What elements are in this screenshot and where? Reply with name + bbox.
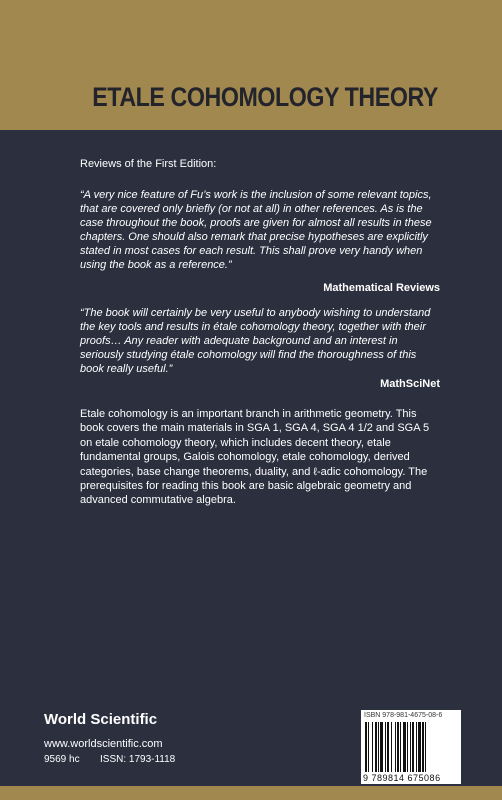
barcode-stripe bbox=[422, 722, 424, 772]
review-source-2: MathSciNet bbox=[380, 378, 440, 390]
barcode-stripe bbox=[380, 722, 383, 772]
barcode bbox=[361, 710, 461, 784]
publisher-logo-text: World Scientific bbox=[44, 711, 158, 728]
reviews-heading: Reviews of the First Edition: bbox=[80, 158, 217, 170]
publisher-website: www.worldscientific.com bbox=[44, 738, 163, 750]
barcode-stripe bbox=[400, 722, 401, 772]
product-code: 9569 hc bbox=[44, 754, 80, 765]
barcode-digits: 9 789814 675086 bbox=[363, 773, 441, 783]
barcode-stripe bbox=[375, 722, 377, 772]
barcode-stripe bbox=[416, 722, 417, 772]
barcode-stripe bbox=[410, 722, 411, 772]
barcode-stripe bbox=[378, 722, 379, 772]
barcode-stripe bbox=[395, 722, 396, 772]
book-description: Etale cohomology is an important branch in arithmetic geometry. This book covers the main materials in SGA 1, SGA 4, SGA 4 1/2 and SGA 5 on etale cohomology theory, which includes decent theory, etale fundamental groups, Galois cohomology, etale cohomology, derived categories, base change theorems, duality, and ℓ-adic cohomology. The prerequisites for reading this book are basic algebraic geometry and advanced commutative algebra. bbox=[80, 408, 430, 507]
review-quote-1: “A very nice feature of Fu’s work is the inclusion of some relevant topics, that are covered only briefly (or not at all) in other references. As is the case throughout the book, proofs are given for almost all results in these chapters. One should also remark that precise hypotheses are explicitly stated in most cases for each result. This shall prove very handy when using the book as a reference.” bbox=[80, 189, 432, 271]
barcode-stripe bbox=[418, 722, 421, 772]
barcode-bars bbox=[365, 722, 457, 772]
bottom-color-band bbox=[0, 786, 502, 800]
book-title: ETALE COHOMOLOGY THEORY bbox=[92, 82, 438, 112]
barcode-stripe bbox=[397, 722, 399, 772]
barcode-stripe bbox=[387, 722, 389, 772]
barcode-stripe bbox=[391, 722, 392, 772]
series-issn: ISSN: 1793-1118 bbox=[100, 754, 176, 765]
barcode-stripe bbox=[365, 722, 367, 772]
barcode-stripe bbox=[368, 722, 369, 772]
barcode-stripe bbox=[425, 722, 426, 772]
isbn-label: ISBN 978-981-4675-08-6 bbox=[364, 712, 443, 719]
review-quote-2: “The book will certainly be very useful to anybody wishing to understand the key tools and results in étale cohomology theory, together with their proofs… Any reader with adequate background and an interest in seriously studying étale cohomology will find the thoroughness of this book really useful.” bbox=[80, 307, 431, 375]
barcode-stripe bbox=[407, 722, 408, 772]
barcode-stripe bbox=[412, 722, 414, 772]
barcode-stripe bbox=[372, 722, 373, 772]
barcode-stripe bbox=[385, 722, 386, 772]
review-source-1: Mathematical Reviews bbox=[323, 282, 440, 294]
barcode-stripe bbox=[403, 722, 406, 772]
